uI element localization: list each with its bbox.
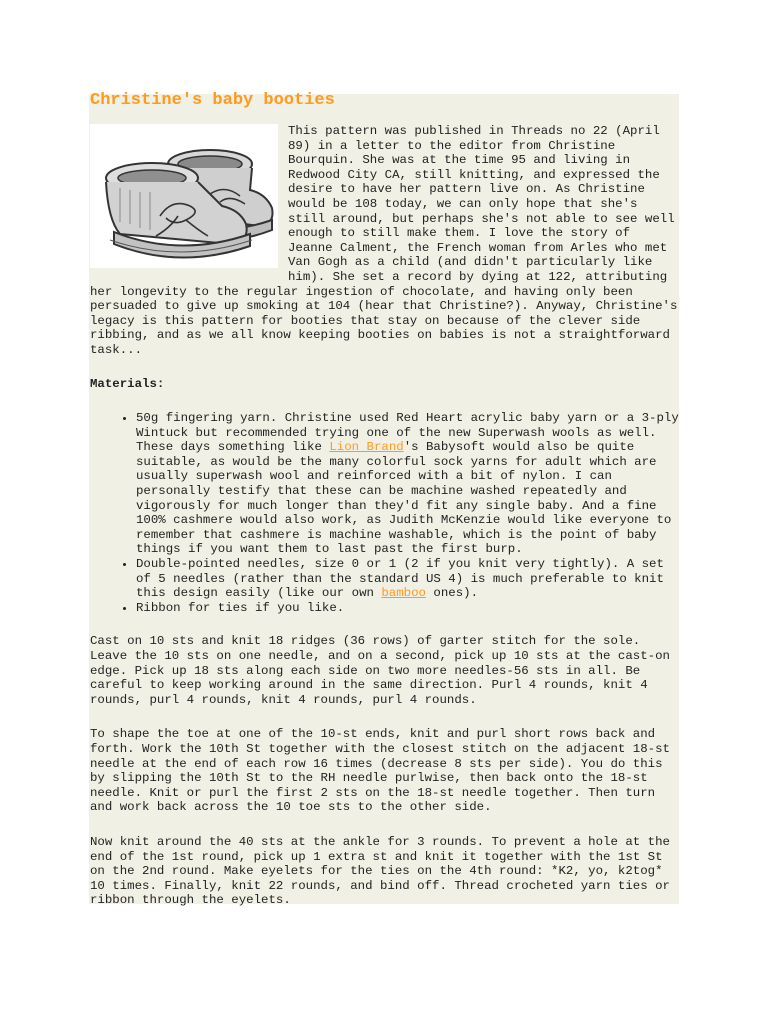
list-item: • Ribbon for ties if you like. <box>136 601 680 616</box>
intro-text: This pattern was published in Threads no 22 (April 89) in a letter to the editor from Christine Bourquin. She was at the time 95 and living in Redwood City CA, still knitting, and expressed the desire to have her pattern live on. As Christine would be 108 today, we can only hope that she's still around, but perhaps she's not able to see well enough to still make them. I love the story of Jeanne Calment, the French woman from Arles who met Van Gogh as a child (and didn't particularly like him). She set a record by dying at 122, attributing her longevity to the regular ingestion of chocolate, and having only been persuaded to give up smoking at 104 (hear that Christine?). Anyway, Christine's legacy is this pattern for booties that stay on because of the clever side ribbing, and as we all know keeping booties on babies is not a straightforward task... <box>90 124 678 357</box>
materials-item-1-text-b: 's Babysoft would also be quite suitable, as would be the many colorful sock yarns for adult which are usually superwash wool and reinforced with a bit of nylon. I can personally testify that these can be machine washed repeatedly and vigorously for much longer than they'd fit any single baby. And a fine 100% cashmere would also work, as Judith McKenzie would like everyone to remember that cashmere is machine washable, which is the point of baby things if you want them to last past the first burp. <box>136 440 672 557</box>
materials-list <box>90 411 680 615</box>
page-title: Christine's baby booties <box>90 91 335 110</box>
list-item <box>136 557 680 601</box>
materials-item-2-text-a: Double-pointed needles, size 0 or 1 (2 if you knit very tightly). A set of 5 needles (rather than the standard US 4) is much preferable to knit this design easily (like our own <box>136 557 664 601</box>
materials-heading: Materials: <box>90 376 165 391</box>
instructions-paragraph-3: Now knit around the 40 sts at the ankle for 3 rounds. To prevent a hole at the end of the 1st round, pick up 1 extra st and knit it together with the 1st St on the 2nd round. Make eyelets for the ties on the 4th round: *K2, yo, k2tog* 10 times. Finally, knit 22 rounds, and bind off. Thread crocheted yarn ties or ribbon through the eyelets. <box>90 834 670 908</box>
instructions-paragraph-2: To shape the toe at one of the 10-st ends, knit and purl short rows back and forth. Work the 10th St together with the closest stitch on the adjacent 18-st needle at the end of each row 16 times (decrease 8 sts per side). You do this by slipping the 10th St to the RH needle purlwise, then back onto the 18-st needle. Knit or purl the first 2 sts on the 18-st needle together. Then turn and work back across the 10 toe sts to the other side. <box>90 727 670 815</box>
materials-item-1-text-a: 50g fingering yarn. Christine used Red Heart acrylic baby yarn or a 3-ply Wintuck but recommended trying one of the new Superwash wools as well. These days something like <box>136 411 679 455</box>
booties-drawing <box>90 124 278 268</box>
instructions-paragraph-1: Cast on 10 sts and knit 18 ridges (36 rows) of garter stitch for the sole. Leave the 10 sts on one needle, and on a second, pick up 10 sts at the cast-on edge. Pick up 18 sts along each side on two more needles-56 sts in all. Be careful to keep working around in the same direction. Purl 4 rounds, knit 4 rounds, purl 4 rounds, knit 4 rounds, purl 4 rounds. <box>90 634 670 707</box>
lion-brand-link[interactable]: Lion Brand <box>329 440 404 455</box>
list-item <box>136 411 680 557</box>
article <box>90 90 680 928</box>
intro-section <box>90 124 680 358</box>
knitted-booties-illustration <box>90 124 278 268</box>
materials-item-2-text-b: ones). <box>426 586 479 601</box>
bamboo-link[interactable]: bamboo <box>381 586 426 601</box>
